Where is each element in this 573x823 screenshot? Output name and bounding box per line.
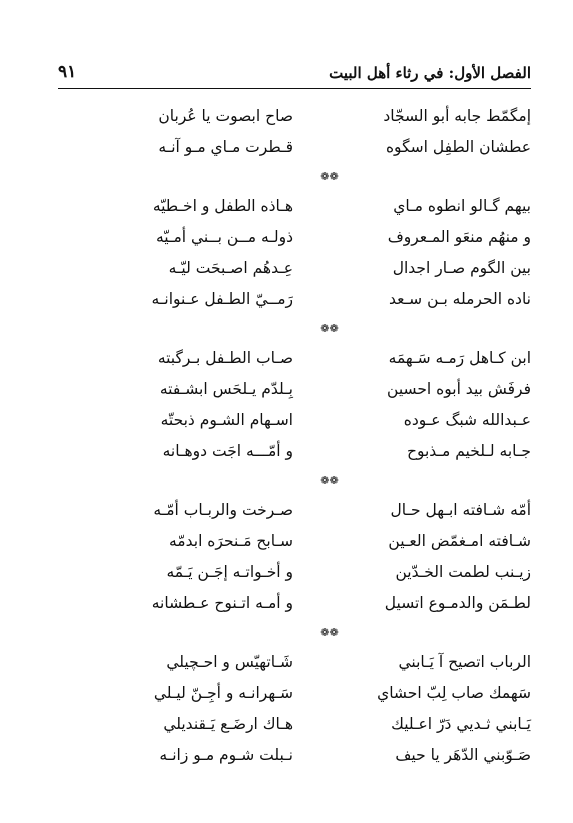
flower-ornament-icon: ❁ — [320, 473, 330, 487]
second-hemistich: شَـاتهيّس و احـچيلي — [166, 652, 293, 671]
stanza — [58, 342, 531, 466]
running-title: الفصل الأول: في رثاء أهل البيت — [329, 64, 531, 82]
second-hemistich: صاح ابصوت يا عُربان — [158, 106, 293, 125]
verse-line — [58, 252, 531, 283]
page-number: ٩١ — [58, 62, 77, 82]
second-hemistich: قـطرت مـاي مـو آنـه — [158, 137, 293, 156]
verse-line — [58, 494, 531, 525]
flower-ornament-icon: ❁ — [320, 625, 330, 639]
verse-line — [58, 587, 531, 618]
verse-line — [58, 100, 531, 131]
first-hemistich: صَـوّبني الدّهَر يا حيف — [395, 745, 531, 764]
stanza — [58, 100, 531, 162]
flower-ornament-icon: ❁ — [329, 169, 339, 183]
verse-line — [58, 739, 531, 770]
flower-ornament-icon: ❁ — [329, 473, 339, 487]
second-hemistich: صـرخت والربـاب أمّـه — [153, 500, 293, 519]
first-hemistich: ناده الحرمله بـن سـعد — [389, 289, 531, 308]
second-hemistich: صـاب الطـفل بـرگبته — [157, 348, 293, 367]
stanza-separator — [58, 466, 531, 494]
second-hemistich: عِـدهُم اصـبحَت ليّـه — [168, 258, 293, 277]
second-hemistich: و أمّـــه اجَت دوهـانه — [162, 441, 293, 460]
first-hemistich: شـافته امـغمّض العـين — [388, 531, 531, 550]
verse-line — [58, 221, 531, 252]
flower-ornament-icon: ❁ — [320, 169, 330, 183]
first-hemistich: أمّه شـافته ابـهل حـال — [390, 500, 531, 519]
stanza-separator — [58, 162, 531, 190]
flower-ornament-icon: ❁ — [320, 321, 330, 335]
verse-line — [58, 373, 531, 404]
stanza — [58, 494, 531, 618]
stanza — [58, 190, 531, 314]
first-hemistich: ابن كـاهل رَمـه سَـهمَه — [388, 348, 531, 367]
verse-line — [58, 190, 531, 221]
verse-line — [58, 708, 531, 739]
first-hemistich: سَهمك صاب لِبّ احشاي — [377, 683, 531, 702]
first-hemistich: عطشان الطفِل اسگوه — [385, 137, 531, 156]
flower-ornament-icon: ❁ — [329, 625, 339, 639]
second-hemistich: سَـهرانـه و أجِـنّ ليـلي — [153, 683, 293, 702]
second-hemistich: هـاك ارضَـع يَـقنديلي — [163, 714, 293, 733]
verse-line — [58, 646, 531, 677]
first-hemistich: بين الگوم صـار اجدال — [392, 258, 531, 277]
first-hemistich: و منهُم منعَو المـعروف — [387, 227, 531, 246]
first-hemistich: بيهم گـالو انطوه مـاي — [393, 196, 531, 215]
second-hemistich: سـابح مَـنحرَه ابدمّه — [169, 531, 293, 550]
verse-line — [58, 342, 531, 373]
first-hemistich: إمگمّط جابه أبو السجّاد — [383, 106, 531, 125]
verse-line — [58, 283, 531, 314]
first-hemistich: جـابه لـلخيم مـذبوح — [406, 441, 531, 460]
second-hemistich: ذولـه مــن بــني أمـيّه — [155, 227, 293, 246]
first-hemistich: لطـمَن والدمـوع اتسيل — [384, 593, 531, 612]
poem — [58, 100, 531, 770]
flower-ornament-icon: ❁ — [329, 321, 339, 335]
second-hemistich: بِـلدّم يـلحَس ابشـفته — [159, 379, 293, 398]
second-hemistich: نـبلت شـوم مـو زانـه — [159, 745, 293, 764]
second-hemistich: هـاذه الطفل و اخـطيّه — [152, 196, 293, 215]
stanza — [58, 646, 531, 770]
second-hemistich: و أخـواتـه إجَـن يَـمّه — [166, 562, 293, 581]
second-hemistich: و أمـه اتـنوح عـطشانه — [151, 593, 293, 612]
page-header — [58, 58, 531, 89]
first-hemistich: يَـابني ثـديي دَرّ اعـليك — [391, 714, 531, 733]
stanza-separator — [58, 618, 531, 646]
first-hemistich: زيـنب لطمت الخـدّين — [395, 562, 531, 581]
verse-line — [58, 404, 531, 435]
verse-line — [58, 677, 531, 708]
verse-line — [58, 556, 531, 587]
verse-line — [58, 131, 531, 162]
stanza-separator — [58, 314, 531, 342]
first-hemistich: الرباب اتصيح آ يَـابني — [398, 652, 531, 671]
first-hemistich: عـبدالله شبگ عـوده — [403, 410, 531, 429]
second-hemistich: رَمــيّ الطـفل عـنوانـه — [151, 289, 293, 308]
verse-line — [58, 435, 531, 466]
verse-line — [58, 525, 531, 556]
first-hemistich: فرفَش بيد أبوه احسين — [387, 379, 531, 398]
second-hemistich: اسـهام الشـوم ذبحتّه — [160, 410, 293, 429]
